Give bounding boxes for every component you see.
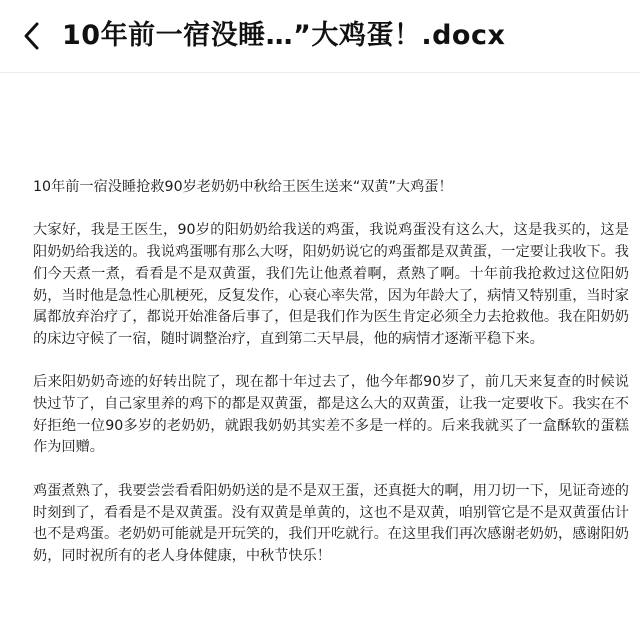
document-viewer[interactable] <box>0 73 640 639</box>
paragraph: 大家好，我是王医生，90岁的阳奶奶给我送的鸡蛋，我说鸡蛋没有这么大，这是我买的，这是阳奶奶给我送的。我说鸡蛋哪有那么大呀，阳奶奶说它的鸡蛋都是双黄蛋，一定要让我收下。我们今天煮一煮，看看是不是双黄蛋，我们先让他煮着啊，煮熟了啊。十年前我抢救过这位阳奶奶，当时他是急性心肌梗死，反复发作，心衰心率失常，因为年龄大了，病情又特别重，当时家属都放弃治疗了，都说开始准备后事了，但是我们作为医生肯定必须全力去抢救他。我在阳奶奶的床边守候了一宿，随时调整治疗，直到第二天早晨，他的病情才逐渐平稳下来。 <box>33 222 629 347</box>
back-button[interactable] <box>14 18 50 54</box>
document-body <box>33 177 629 589</box>
chevron-left-icon <box>22 21 42 51</box>
paragraph: 后来阳奶奶奇迹的好转出院了，现在都十年过去了，他今年都90岁了，前几天来复查的时候说快过节了，自己家里养的鸡下的都是双黄蛋，都是这么大的双黄蛋，让我一定要收下。我实在不好拒绝一位90多岁的老奶奶，就跟我奶奶其实差不多是一样的。后来我就买了一盒酥软的蛋糕作为回赠。 <box>33 374 629 456</box>
document-heading: 10年前一宿没睡抢救90岁老奶奶中秋给王医生送来“双黄”大鸡蛋！ <box>33 179 453 195</box>
document-title: 10年前一宿没睡…”大鸡蛋！.docx <box>62 20 506 51</box>
top-bar <box>0 0 640 73</box>
paragraph: 鸡蛋煮熟了，我要尝尝看看阳奶奶送的是不是双王蛋，还真挺大的啊，用刀切一下，见证奇迹的时刻到了，看看是不是双黄蛋。没有双黄是单黄的，这也不是双黄，咱别管它是不是双黄蛋估计也不是鸡蛋。老奶奶可能就是开玩笑的，我们开吃就行。在这里我们再次感谢老奶奶，感谢阳奶奶，同时祝所有的老人身体健康，中秋节快乐！ <box>33 482 629 564</box>
